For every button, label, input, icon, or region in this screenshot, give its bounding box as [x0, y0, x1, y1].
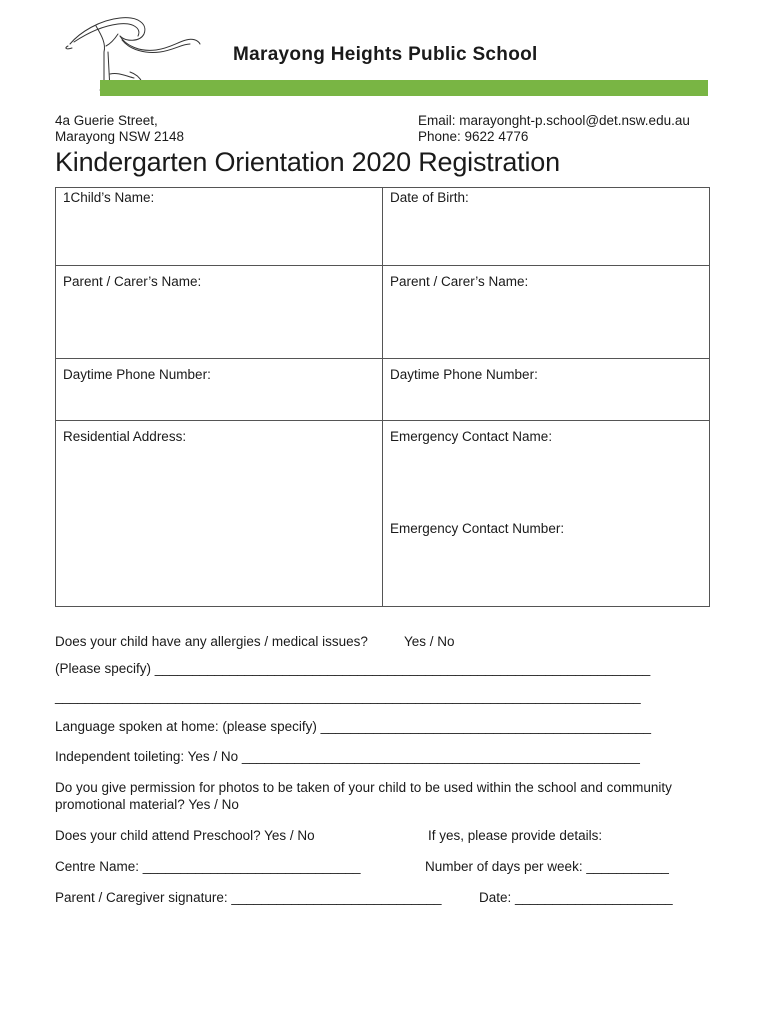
days-per-week-field[interactable]: Number of days per week: ___________	[425, 859, 669, 874]
parent-name-label-1: Parent / Carer’s Name:	[63, 274, 202, 289]
child-name-label: 1Child’s Name:	[63, 190, 155, 205]
photo-permission-question[interactable]: Do you give permission for photos to be taken of your child to be used within the school and community promotional material? Yes / No	[55, 780, 672, 812]
toileting-question[interactable]: Independent toileting: Yes / No _____________________________________________________	[55, 749, 640, 764]
registration-table	[55, 187, 710, 607]
school-email: Email: marayonght-p.school@det.nsw.edu.au	[418, 113, 690, 128]
centre-name-field[interactable]: Centre Name: _____________________________	[55, 859, 361, 874]
allergies-specify-line[interactable]: (Please specify) __________________________________________________________________	[55, 661, 651, 676]
language-question[interactable]: Language spoken at home: (please specify) ____________________________________________	[55, 719, 652, 734]
allergies-specify-line-2[interactable]: ______________________________________________________________________________	[55, 689, 641, 704]
daytime-phone-field-2[interactable]	[383, 359, 710, 421]
header-accent-bar	[100, 80, 708, 96]
school-phone: Phone: 9622 4776	[418, 129, 529, 144]
page-title: Kindergarten Orientation 2020 Registration	[55, 147, 560, 177]
emergency-contact-name-label: Emergency Contact Name:	[390, 429, 553, 444]
school-contact	[418, 113, 690, 145]
preschool-question[interactable]: Does your child attend Preschool? Yes / No	[55, 828, 315, 843]
address-line-2: Marayong NSW 2148	[55, 129, 185, 144]
date-field[interactable]: Date: _____________________	[479, 890, 673, 905]
daytime-phone-field-1[interactable]	[56, 359, 383, 421]
date-of-birth-field[interactable]	[383, 188, 710, 266]
signature-field[interactable]: Parent / Caregiver signature: ____________________________	[55, 890, 442, 905]
child-name-field[interactable]	[56, 188, 383, 266]
school-address	[55, 113, 184, 145]
residential-address-field[interactable]	[56, 421, 383, 607]
date-of-birth-label: Date of Birth:	[390, 190, 469, 205]
parent-name-field-2[interactable]	[383, 266, 710, 359]
school-name: Marayong Heights Public School	[233, 44, 538, 65]
emergency-contact-number-label: Emergency Contact Number:	[390, 521, 565, 536]
allergies-question: Does your child have any allergies / medical issues?	[55, 634, 368, 649]
emergency-contact-field[interactable]	[383, 421, 710, 607]
daytime-phone-label-2: Daytime Phone Number:	[390, 367, 538, 382]
parent-name-field-1[interactable]	[56, 266, 383, 359]
address-line-1: 4a Guerie Street,	[55, 113, 158, 128]
allergies-yes-no[interactable]: Yes / No	[404, 634, 455, 649]
residential-address-label: Residential Address:	[63, 429, 187, 444]
parent-name-label-2: Parent / Carer’s Name:	[390, 274, 529, 289]
preschool-details-label: If yes, please provide details:	[428, 828, 603, 843]
daytime-phone-label-1: Daytime Phone Number:	[63, 367, 211, 382]
